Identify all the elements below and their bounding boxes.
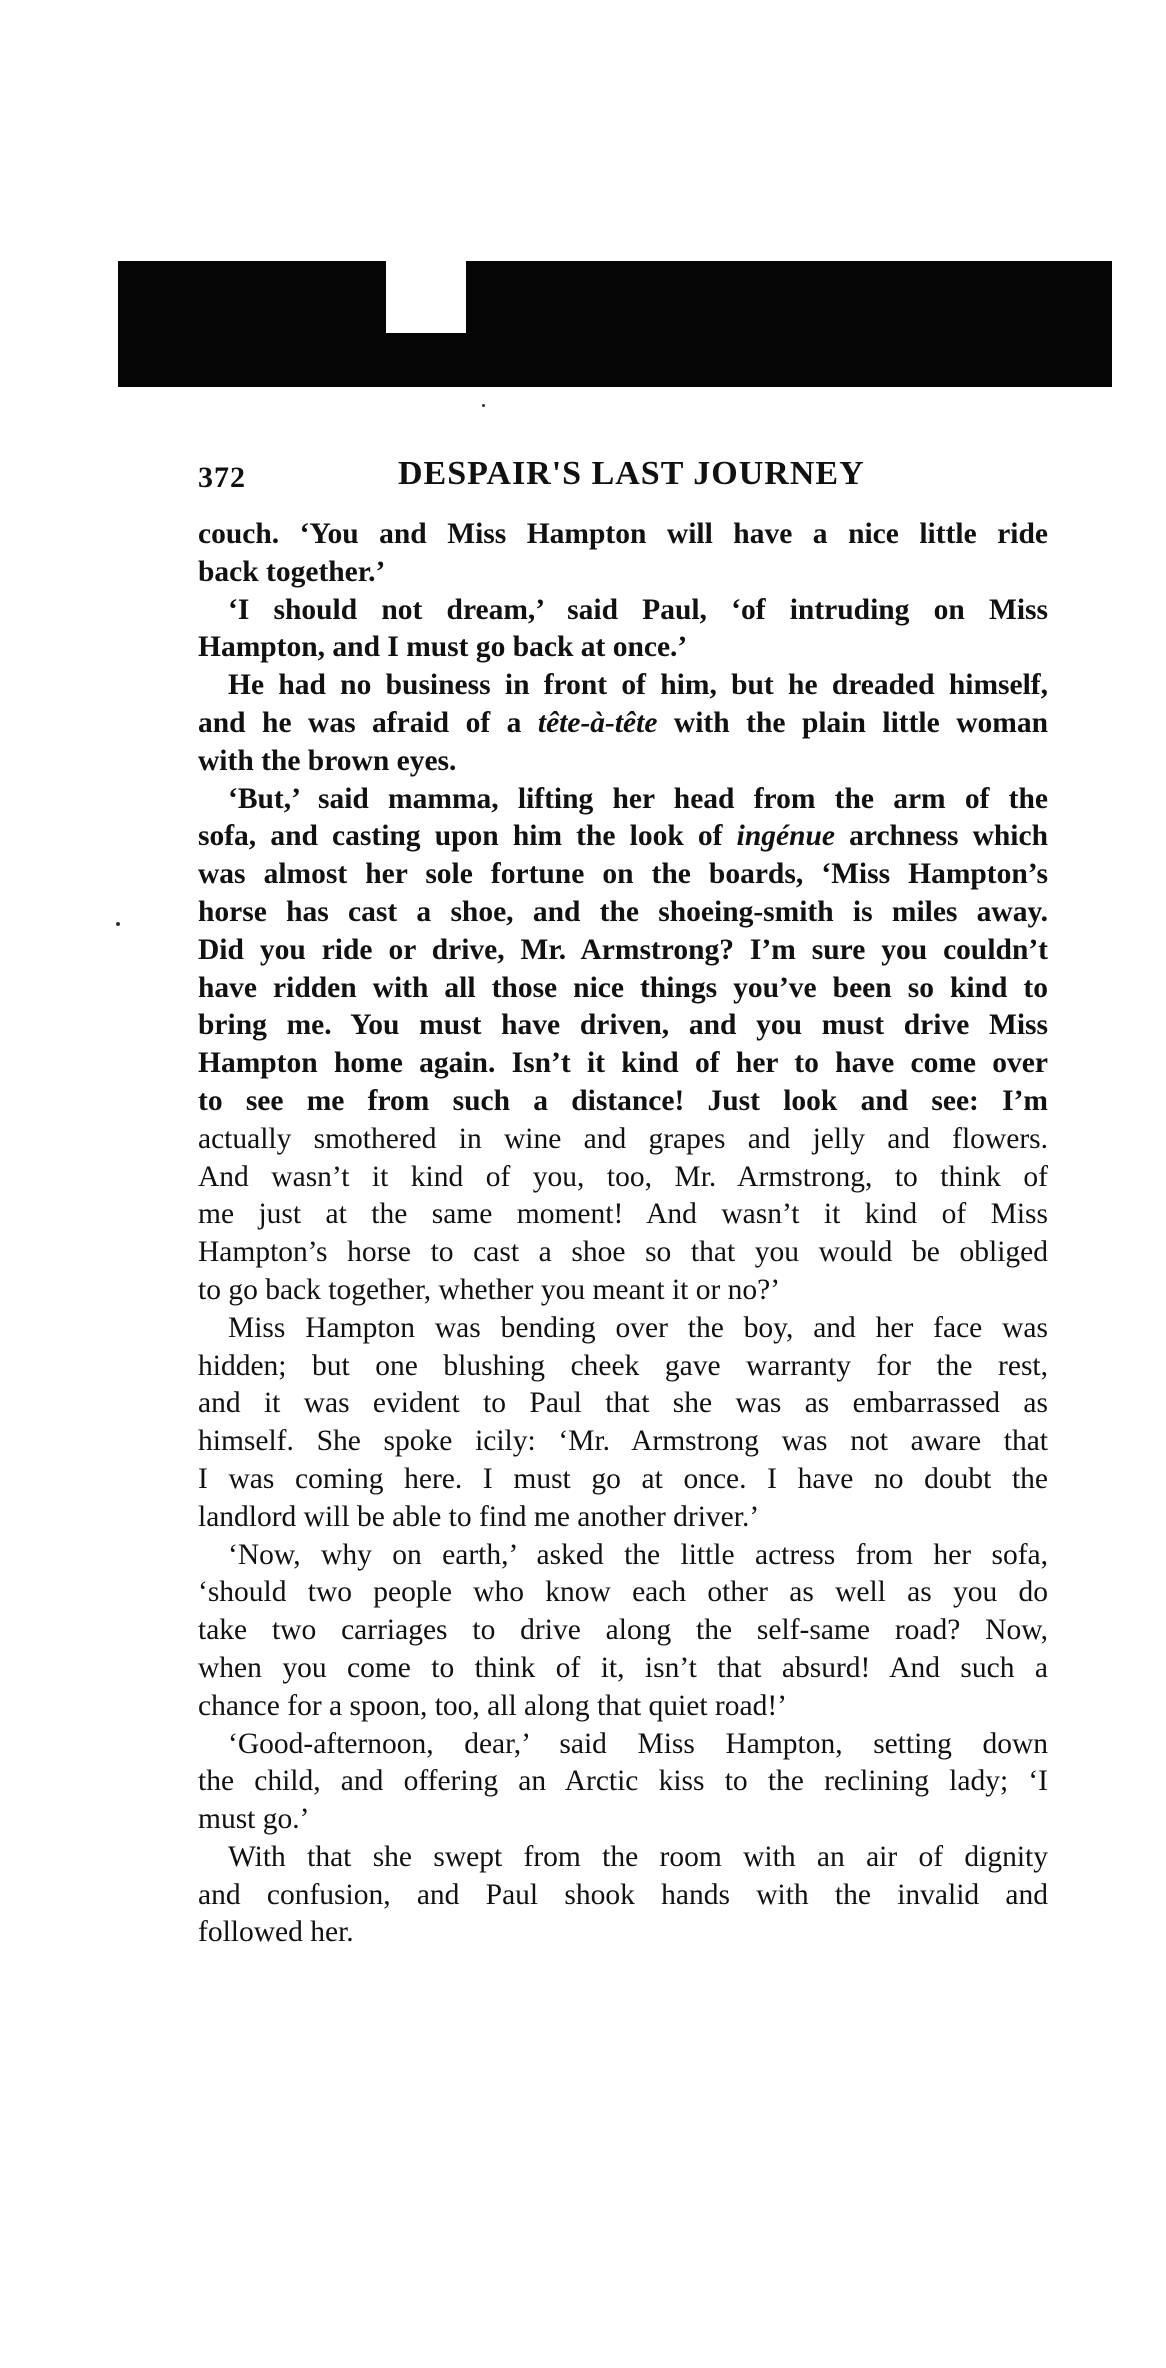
body-text: [198, 516, 1048, 1952]
text-line: ‘should two people who know each other as well as you do: [198, 1576, 1048, 1609]
text-line: and confusion, and Paul shook hands with the invalid and: [198, 1878, 1048, 1911]
text-line: With that she swept from the room with an air of dignity: [228, 1840, 1048, 1873]
text-line: actually smothered in wine and grapes and jelly and flowers.: [198, 1122, 1048, 1155]
text-line: to go back together, whether you meant it or no?’: [198, 1273, 781, 1306]
page-header: [198, 455, 1058, 505]
text-line: chance for a spoon, too, all along that quiet road!’: [198, 1689, 787, 1722]
text-line: horse has cast a shoe, and the shoeing-smith is miles away.: [198, 895, 1048, 928]
text-line: bring me. You must have driven, and you must drive Miss: [198, 1009, 1048, 1042]
text-line: and it was evident to Paul that she was as embarrassed as: [198, 1387, 1048, 1420]
text-line: Did you ride or drive, Mr. Armstrong? I’m sure you couldn’t: [198, 933, 1048, 966]
text-line: the child, and offering an Arctic kiss to the reclining lady; ‘I: [198, 1765, 1048, 1798]
text-line: He had no business in front of him, but he dreaded himself,: [228, 669, 1048, 702]
text-line: with the brown eyes.: [198, 744, 457, 777]
text-line: when you come to think of it, isn’t that absurd! And such a: [198, 1651, 1048, 1684]
text-line: himself. She spoke icily: ‘Mr. Armstrong was not aware that: [198, 1425, 1048, 1458]
page-number: 372: [198, 461, 246, 494]
text-line: And wasn’t it kind of you, too, Mr. Armstrong, to think of: [198, 1160, 1048, 1193]
text-line: Hampton home again. Isn’t it kind of her to have come over: [198, 1047, 1048, 1080]
scan-bar-notch: [386, 261, 466, 333]
text-line: couch. ‘You and Miss Hampton will have a nice little ride: [198, 518, 1048, 550]
text-line: and he was afraid of a tête-à-tête with the plain little woman: [198, 706, 1048, 739]
text-line: followed her.: [198, 1916, 354, 1949]
text-line: must go.’: [198, 1803, 310, 1836]
text-line: take two carriages to drive along the self-same road? Now,: [198, 1614, 1048, 1647]
text-line: landlord will be able to find me another driver.’: [198, 1500, 760, 1533]
scan-redaction-bar: [118, 261, 1112, 387]
text-line: to see me from such a distance! Just look and see: I’m: [198, 1084, 1048, 1117]
text-line: Hampton’s horse to cast a shoe so that you would be obliged: [198, 1236, 1048, 1269]
scan-speck: [116, 922, 120, 926]
text-line: ‘I should not dream,’ said Paul, ‘of intruding on Miss: [228, 593, 1048, 626]
text-line: ‘Now, why on earth,’ asked the little actress from her sofa,: [228, 1538, 1048, 1571]
scan-speck: [482, 404, 485, 407]
text-line: back together.’: [198, 555, 386, 588]
text-line: hidden; but one blushing cheek gave warranty for the rest,: [198, 1349, 1048, 1382]
text-line: was almost her sole fortune on the boards, ‘Miss Hampton’s: [198, 858, 1048, 891]
running-title: DESPAIR'S LAST JOURNEY: [398, 455, 865, 492]
text-line: have ridden with all those nice things you’ve been so kind to: [198, 971, 1048, 1004]
text-line: sofa, and casting upon him the look of ingénue archness which: [198, 820, 1048, 853]
text-line: ‘Good-afternoon, dear,’ said Miss Hampton, setting down: [228, 1727, 1048, 1760]
text-line: Miss Hampton was bending over the boy, and her face was: [228, 1311, 1048, 1344]
text-line: me just at the same moment! And wasn’t it kind of Miss: [198, 1198, 1048, 1231]
text-line: I was coming here. I must go at once. I have no doubt the: [198, 1462, 1048, 1495]
text-line: ‘But,’ said mamma, lifting her head from the arm of the: [228, 782, 1048, 815]
text-line: Hampton, and I must go back at once.’: [198, 631, 688, 664]
scan-bar-tick: [404, 267, 407, 295]
